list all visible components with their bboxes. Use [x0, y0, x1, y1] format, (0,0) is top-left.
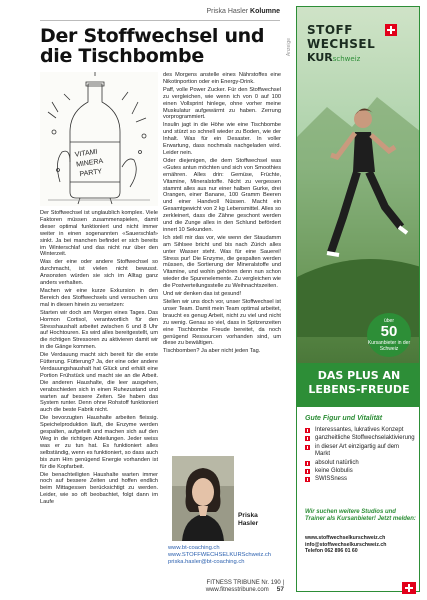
- paragraph: des Morgens anstelle eines Nährstoffes eine Nikotinportion oder ein Energy-Drink.: [163, 72, 281, 85]
- link-website[interactable]: www.bt-coaching.ch: [168, 545, 220, 551]
- ad-benefit-item: Interessantes, lukratives Konzept: [305, 427, 415, 434]
- header-author: Priska Hasler: [206, 8, 249, 15]
- portrait-drawing: [172, 456, 234, 541]
- bottle-party-drawing: [40, 72, 158, 206]
- author-first-name: Priska: [238, 512, 258, 519]
- ad-benefit-item: in dieser Art einzigartig auf dem Markt: [305, 444, 415, 459]
- ad-contact: [305, 535, 417, 555]
- svg-text:MINERA: MINERA: [75, 157, 104, 169]
- page-footer: [160, 580, 284, 593]
- page-number: 57: [276, 586, 284, 593]
- ad-website-link[interactable]: www.stoffwechselkurschweiz.ch: [305, 535, 386, 541]
- ad-slogan: DAS PLUS AN LEBENS-FREUDE: [297, 363, 420, 407]
- paragraph: Machen wir eine kurze Exkursion in den Bereich des Stoffwechsels und versuchen uns mal in diesen hinein zu versetzen:: [40, 287, 158, 308]
- ad-benefit-item: SWISSness: [305, 476, 415, 483]
- swiss-cross-icon: [385, 24, 397, 36]
- ad-call-to-action: Wir suchen weitere Studios und Trainer als Kursanbieter! Jetzt melden:: [305, 509, 416, 523]
- svg-text:VITAMI: VITAMI: [74, 148, 98, 159]
- ad-email-link[interactable]: info@stoffwechselkurschweiz.ch: [305, 541, 387, 548]
- article-title: Der Stoffwechsel und die Tischbombe: [40, 25, 265, 67]
- paragraph: Starten wir doch am Morgen eines Tages. Das Hormon Cortisol, verantwortlich für den Stresshaushalt arbeitet zwischen 6 und 8 Uhr auf Hochtouren. Es wird alles bereitgestellt, um die richtigen Stressoren zu aktivieren damit wir in die Gänge kommen.: [40, 309, 158, 351]
- ad-benefit-item: ganzheitliche Stoffwechselaktivierung: [305, 435, 415, 442]
- paragraph: Und wir denken das ist gesund!: [163, 291, 242, 298]
- ad-logo-line1: STOFF: [307, 23, 353, 37]
- badge-number: 50: [380, 323, 398, 340]
- author-links: [168, 545, 271, 567]
- ad-phone: Telefon 062 896 01 60: [305, 548, 358, 555]
- paragraph: Ich stell mir das vor, wie wenn der Staudamm am Sihlsee bricht und bis nach Zürich alles unter Wasser steht. Was für eine Sauerei! Stress pur! Die Enzyme, die gespalten werden müssen, die Sortierung der Mineralstoffe und Vitamine, und wohin gehören denn nun schon wieder die Spurenelemente. Zu vergleichen wie die Postverteilungsstelle zu Weihnachtszeiten.: [163, 234, 281, 290]
- author-name: [238, 512, 258, 528]
- link-email[interactable]: priska.hasler@bt-coaching.ch: [168, 559, 245, 566]
- ad-benefit-item: absolut natürlich: [305, 460, 415, 467]
- ad-benefit-item: keine Globulis: [305, 468, 415, 475]
- badge-prefix: über: [383, 318, 394, 324]
- article-column-right: [163, 72, 281, 452]
- paragraph: Was der eine oder andere Stoffwechsel so durchmacht, ist vielen nicht bewusst. Ansonsten würden sie sich im Alltag ganz anders verhalten.: [40, 259, 158, 287]
- paragraph: Der Stoffwechsel ist unglaublich komplex. Viele Faktoren müssen zusammenspielen, damit dieser optimal funktioniert und nicht immer weiter in einen sogenannten «Sauerschlaf» sinkt. Ja bei manchen befindet er sich bereits im Winterschlaf und das nicht nur über den Winterzeit.: [40, 210, 158, 258]
- party-illustration: [40, 72, 158, 206]
- header-rule: [40, 20, 280, 21]
- paragraph: Tischbomben? Ja aber nicht jeden Tag.: [163, 348, 261, 355]
- paragraph: Die bevorzugten Haushalte arbeiten fleissig. Speichelproduktion läuft, die Enzyme werden gespalten, aufgeteilt und machen sich auf den Weg in die richtigen Abteilungen. Jeder weiss was er zu tun hat. Es funktioniert alles selbständig, wenn es funktioniert, so dass auch bis zum Hirn genügend Energie vorhanden ist für die Kopfarbeit.: [40, 415, 158, 470]
- ad-logo-line3: [307, 51, 360, 64]
- paragraph: Oder diejenigen, die dem Stoffwechsel was «Gutes antun möchten und sich von Smoothies ernähren. Alles drin: Gemüse, Früchte, Vitamine, Mineralstoffe. Nicht zu vergessen stammt alles aus nur einer halben Gurke, drei Orangen, einer Banane, 100 Gramm Beeren und einer Handvoll Nüssen. Macht ein Gesamtgewicht von 2 kg Lebensmittel. Alles so zerkleinert, dass die Zähne geschont werden und die Zunge alles in den Schlund befördert innert 10 Sekunden.: [163, 157, 281, 233]
- ad-logo-kur: KUR: [307, 51, 333, 64]
- ad-benefit-list: [305, 427, 415, 485]
- column-header: [40, 8, 280, 20]
- paragraph: Die benachteiligten Haushalte warten immer noch auf bessere Zeiten und hoffen endlich beim Mittagessen berücksichtigt zu werden. Leider, wie so oft beobachtet, folgt dann im Laufe: [40, 471, 158, 506]
- swiss-flag-icon: [402, 582, 416, 594]
- ad-logo-schweiz: schweiz: [332, 55, 361, 63]
- ad-providers-badge: [367, 313, 411, 357]
- article-column-left: [40, 210, 158, 534]
- badge-suffix: Kursanbieter in der Schweiz: [367, 340, 411, 352]
- author-photo: [172, 456, 234, 541]
- stoffwechselkur-advertisement[interactable]: [296, 6, 420, 592]
- advertisement-label: Anzeige: [286, 38, 292, 57]
- paragraph: Die Verdauung macht sich bereit für die erste Fütterung. Fütterung? Ja, der eine oder andere Verdauungshaushalt hat Glück und erhält eine Portion Frühstück und macht sie an die Arbeit. Die anderen Haushalte, die leer ausgehen, verabschieden sich in einen Ruhezustand und warten auf bessere Zeiten. Sie haben das System runter. Denn ohne Rohstoff funktioniert auch die beste Fabrik nicht.: [40, 352, 158, 414]
- svg-text:PARTY: PARTY: [79, 168, 103, 179]
- paragraph: Insulin jagt in die Höhe wie eine Tischbombe und stürzt so schnell wieder zu Boden, wie der Inhalt. Was für ein Desaster. In voller Erwartung, dass nochmals nachgeladen wird. Leider nein.: [163, 122, 281, 156]
- header-section: Kolumne: [250, 8, 280, 15]
- author-last-name: Hasler: [238, 520, 259, 527]
- runner-icon: [297, 77, 420, 337]
- footer-publication: FITNESS TRIBUNE Nr. 190 | www.fitnesstribune.com: [205, 580, 284, 593]
- link-stoffwechselkur[interactable]: www.STOFFWECHSELKURSchweiz.ch: [168, 552, 271, 559]
- ad-heading: Gute Figur und Vitalität: [305, 415, 383, 422]
- paragraph: Paff, volle Power Zucker. Für den Stoffwechsel zu vergleichen, wie wenn ich von 0 auf 100 einen Vollsprint hinlege, ohne vorher meine Muskulatur aufgewärmt zu haben. Zerrung vorprogrammiert.: [163, 86, 281, 121]
- ad-logo-line2: WECHSEL: [307, 37, 376, 51]
- paragraph: Stellen wir uns doch vor, unser Stoffwechsel ist unser Team. Damit mein Team optimal arbeitet, braucht es genug Arbeit, nicht zu viel und nicht zu wenig. Genau so viel, dass in Spitzenzeiten eine Tischbombe Freude bereitet, da noch genügend Ressourcen vorhanden sind, um diese zu bewältigen.: [163, 299, 281, 347]
